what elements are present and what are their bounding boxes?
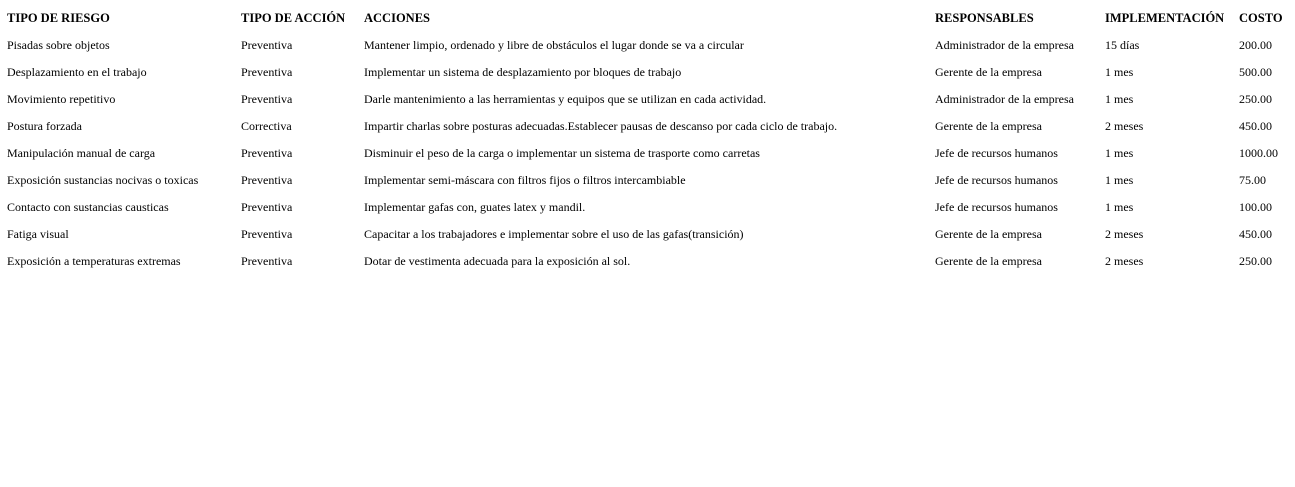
- cell-acciones: Dotar de vestimenta adecuada para la exposición al sol.: [364, 254, 631, 268]
- cell-tipo-de-accion: Preventiva: [241, 254, 293, 268]
- cell-costo: 500.00: [1239, 65, 1272, 79]
- table-row: [4, 221, 1290, 248]
- cell-tipo-de-riesgo: Movimiento repetitivo: [7, 92, 116, 106]
- header-row: [4, 5, 1290, 32]
- cell-acciones: Capacitar a los trabajadores e implementar sobre el uso de las gafas(transición): [364, 227, 744, 241]
- cell-tipo-de-accion: Preventiva: [241, 146, 293, 160]
- header-tipo-de-accion: TIPO DE ACCIÓN: [241, 11, 346, 25]
- cell-tipo-de-accion: Preventiva: [241, 173, 293, 187]
- table-row: [4, 113, 1290, 140]
- cell-tipo-de-riesgo: Exposición sustancias nocivas o toxicas: [7, 173, 199, 187]
- cell-implementacion: 1 mes: [1105, 200, 1134, 214]
- cell-costo: 100.00: [1239, 200, 1272, 214]
- risk-table: [4, 5, 1290, 275]
- cell-costo: 200.00: [1239, 38, 1272, 52]
- cell-implementacion: 1 mes: [1105, 65, 1134, 79]
- cell-responsables: Jefe de recursos humanos: [935, 200, 1058, 214]
- header-implementacion: IMPLEMENTACIÓN: [1105, 11, 1225, 25]
- cell-acciones: Impartir charlas sobre posturas adecuadas.Establecer pausas de descanso por cada ciclo de trabajo.: [364, 119, 838, 133]
- cell-tipo-de-riesgo: Contacto con sustancias causticas: [7, 200, 169, 214]
- cell-responsables: Jefe de recursos humanos: [935, 173, 1058, 187]
- cell-acciones: Mantener limpio, ordenado y libre de obstáculos el lugar donde se va a circular: [364, 38, 744, 52]
- table-row: [4, 248, 1290, 275]
- header-tipo-de-riesgo: TIPO DE RIESGO: [7, 11, 110, 25]
- table-row: [4, 86, 1290, 113]
- cell-acciones: Implementar semi-máscara con filtros fijos o filtros intercambiable: [364, 173, 686, 187]
- cell-responsables: Administrador de la empresa: [935, 38, 1074, 52]
- cell-costo: 1000.00: [1239, 146, 1278, 160]
- cell-tipo-de-riesgo: Pisadas sobre objetos: [7, 38, 110, 52]
- cell-responsables: Gerente de la empresa: [935, 65, 1042, 79]
- cell-acciones: Implementar gafas con, guates latex y mandil.: [364, 200, 586, 214]
- header-responsables: RESPONSABLES: [935, 11, 1034, 25]
- cell-costo: 250.00: [1239, 254, 1272, 268]
- cell-tipo-de-accion: Preventiva: [241, 200, 293, 214]
- cell-responsables: Jefe de recursos humanos: [935, 146, 1058, 160]
- cell-responsables: Administrador de la empresa: [935, 92, 1074, 106]
- cell-responsables: Gerente de la empresa: [935, 254, 1042, 268]
- cell-tipo-de-riesgo: Postura forzada: [7, 119, 82, 133]
- cell-acciones: Darle mantenimiento a las herramientas y equipos que se utilizan en cada actividad.: [364, 92, 767, 106]
- cell-tipo-de-accion: Preventiva: [241, 92, 293, 106]
- cell-costo: 450.00: [1239, 227, 1272, 241]
- table-row: [4, 194, 1290, 221]
- cell-responsables: Gerente de la empresa: [935, 119, 1042, 133]
- cell-tipo-de-accion: Preventiva: [241, 65, 293, 79]
- header-acciones: ACCIONES: [364, 11, 430, 25]
- cell-implementacion: 1 mes: [1105, 92, 1134, 106]
- cell-acciones: Implementar un sistema de desplazamiento por bloques de trabajo: [364, 65, 682, 79]
- cell-tipo-de-riesgo: Exposición a temperaturas extremas: [7, 254, 181, 268]
- cell-tipo-de-riesgo: Manipulación manual de carga: [7, 146, 156, 160]
- table-row: [4, 140, 1290, 167]
- cell-costo: 75.00: [1239, 173, 1266, 187]
- cell-tipo-de-riesgo: Fatiga visual: [7, 227, 69, 241]
- cell-implementacion: 1 mes: [1105, 146, 1134, 160]
- header-costo: COSTO: [1239, 11, 1283, 25]
- cell-implementacion: 2 meses: [1105, 119, 1144, 133]
- cell-implementacion: 2 meses: [1105, 227, 1144, 241]
- cell-costo: 450.00: [1239, 119, 1272, 133]
- cell-costo: 250.00: [1239, 92, 1272, 106]
- table-row: [4, 167, 1290, 194]
- cell-responsables: Gerente de la empresa: [935, 227, 1042, 241]
- cell-tipo-de-accion: Correctiva: [241, 119, 292, 133]
- cell-tipo-de-accion: Preventiva: [241, 227, 293, 241]
- table-row: [4, 32, 1290, 59]
- cell-acciones: Disminuir el peso de la carga o implementar un sistema de trasporte como carretas: [364, 146, 760, 160]
- cell-implementacion: 15 días: [1105, 38, 1140, 52]
- cell-implementacion: 2 meses: [1105, 254, 1144, 268]
- cell-implementacion: 1 mes: [1105, 173, 1134, 187]
- cell-tipo-de-accion: Preventiva: [241, 38, 293, 52]
- table-row: [4, 59, 1290, 86]
- cell-tipo-de-riesgo: Desplazamiento en el trabajo: [7, 65, 147, 79]
